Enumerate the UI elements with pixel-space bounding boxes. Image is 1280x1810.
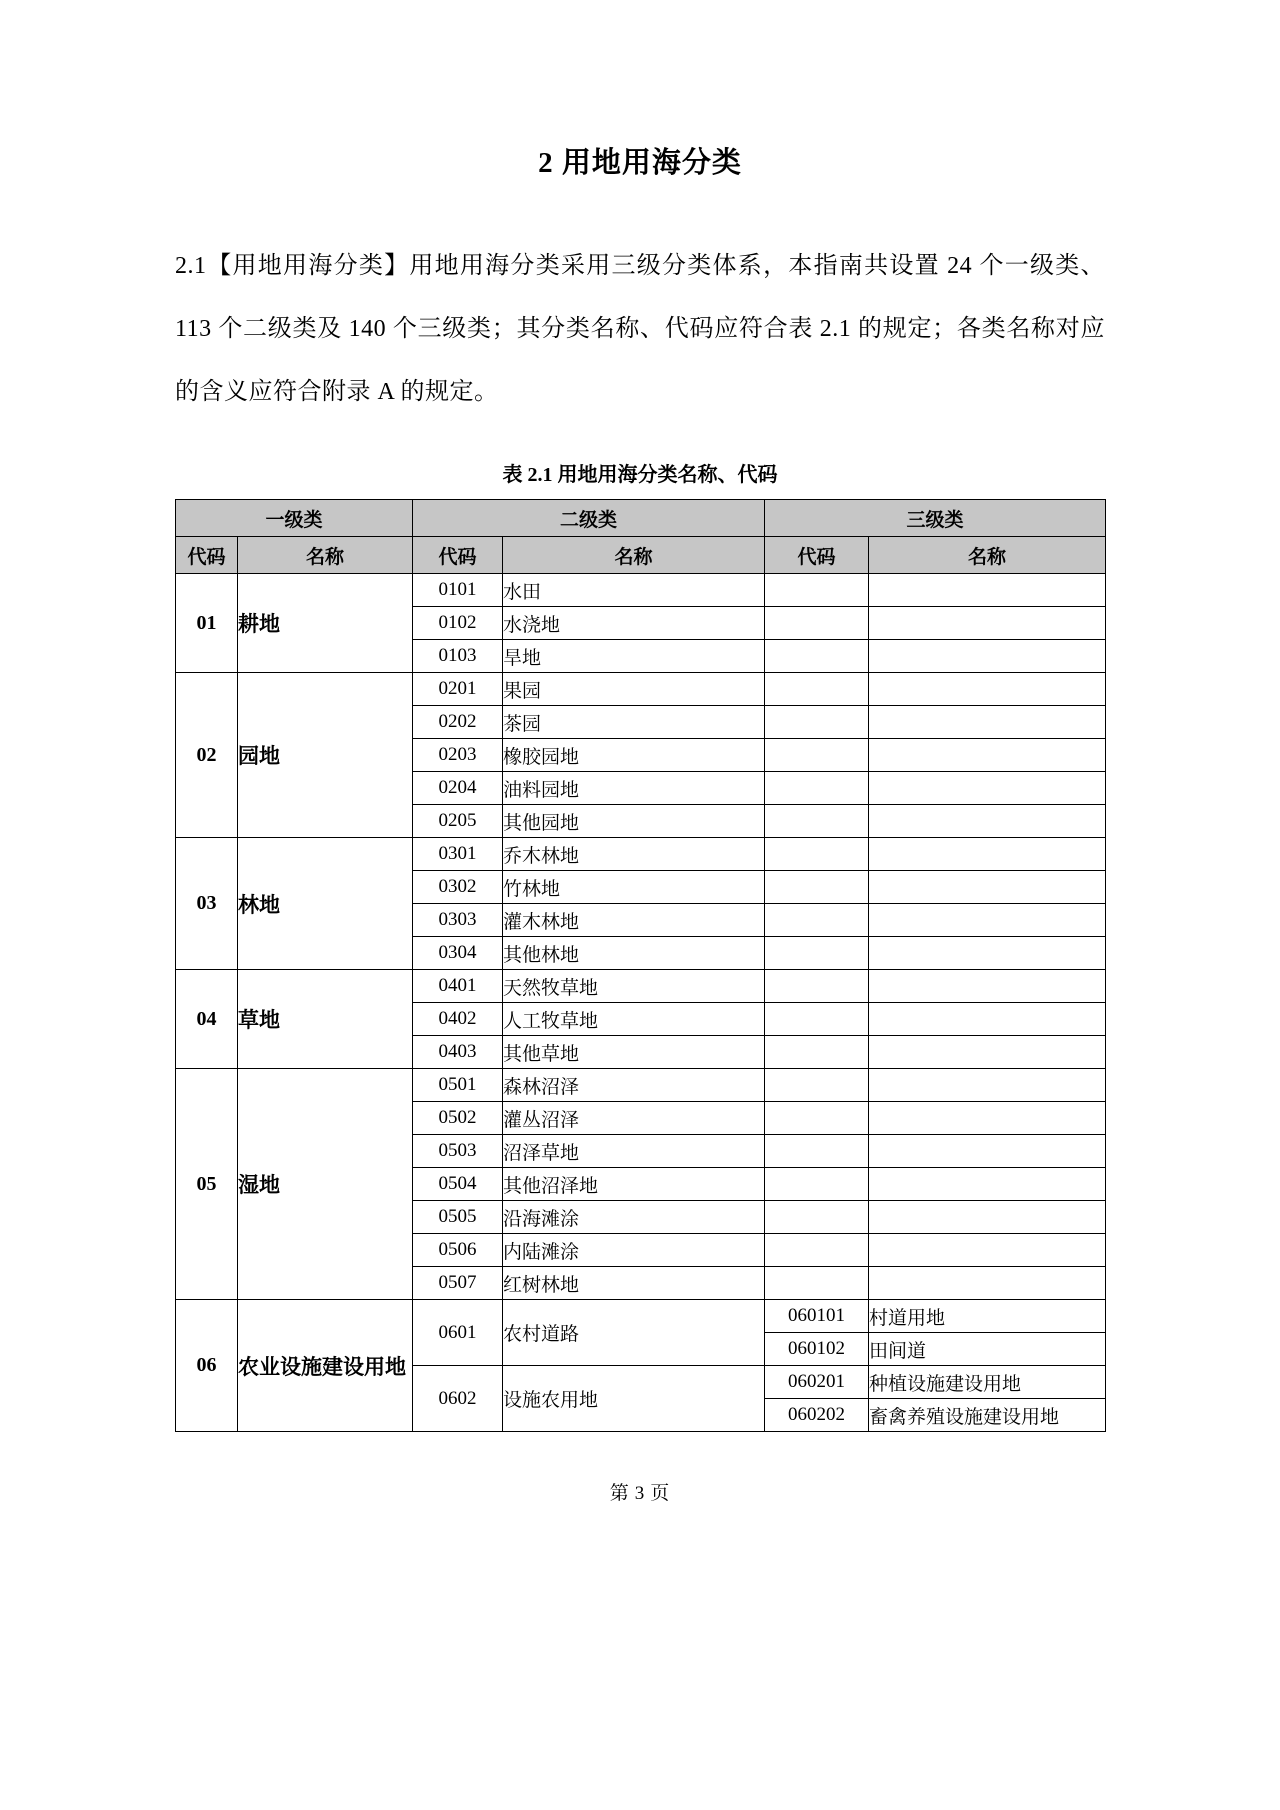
level3-name-cell [869, 871, 1106, 904]
level2-code-cell: 0507 [413, 1267, 503, 1300]
level2-name-cell: 农村道路 [503, 1300, 765, 1366]
level3-name-cell: 田间道 [869, 1333, 1106, 1366]
level2-name-cell: 其他林地 [503, 937, 765, 970]
level2-name-cell: 天然牧草地 [503, 970, 765, 1003]
level2-code-cell: 0506 [413, 1234, 503, 1267]
level3-name-cell [869, 1234, 1106, 1267]
page-footer [175, 1478, 1105, 1505]
level2-name-cell: 灌木林地 [503, 904, 765, 937]
level2-code-cell: 0304 [413, 937, 503, 970]
footer-prefix: 第 [609, 1483, 630, 1504]
page-title: 2 用地用海分类 [538, 147, 742, 179]
level1-code-cell: 01 [176, 574, 238, 673]
level3-code-cell [765, 904, 869, 937]
level3-name-cell [869, 1102, 1106, 1135]
level3-code-cell [765, 673, 869, 706]
level2-name-cell: 橡胶园地 [503, 739, 765, 772]
table-sub-header-row [176, 537, 1106, 574]
table-row [176, 1069, 1106, 1102]
level3-name-cell [869, 1267, 1106, 1300]
table-row [176, 1300, 1106, 1333]
level2-code-cell: 0504 [413, 1168, 503, 1201]
table-group-header-row [176, 500, 1106, 537]
level2-code-cell: 0502 [413, 1102, 503, 1135]
level3-code-cell [765, 838, 869, 871]
group-header-level2: 二级类 [413, 500, 765, 537]
level2-code-cell: 0301 [413, 838, 503, 871]
level3-name-cell [869, 607, 1106, 640]
level3-name-cell [869, 1135, 1106, 1168]
level2-code-cell: 0103 [413, 640, 503, 673]
level3-code-cell: 060102 [765, 1333, 869, 1366]
level3-name-cell [869, 1036, 1106, 1069]
level1-code-cell: 06 [176, 1300, 238, 1432]
level3-code-cell [765, 1201, 869, 1234]
land-use-classification-table [175, 499, 1106, 1432]
level2-code-cell: 0403 [413, 1036, 503, 1069]
table-row [176, 673, 1106, 706]
level2-code-cell: 0303 [413, 904, 503, 937]
level3-name-cell [869, 1201, 1106, 1234]
level3-name-cell [869, 574, 1106, 607]
level3-code-cell [765, 772, 869, 805]
level1-name-cell: 林地 [238, 838, 413, 970]
level1-name-cell: 农业设施建设用地 [238, 1300, 413, 1432]
level2-name-cell: 沼泽草地 [503, 1135, 765, 1168]
level2-code-cell: 0602 [413, 1366, 503, 1432]
level3-name-cell [869, 1069, 1106, 1102]
level2-code-cell: 0505 [413, 1201, 503, 1234]
level2-name-cell: 茶园 [503, 706, 765, 739]
level3-code-cell [765, 1267, 869, 1300]
level3-name-cell [869, 673, 1106, 706]
level2-code-cell: 0302 [413, 871, 503, 904]
level2-code-cell: 0205 [413, 805, 503, 838]
level2-code-cell: 0503 [413, 1135, 503, 1168]
level1-code-cell: 02 [176, 673, 238, 838]
level3-name-cell [869, 970, 1106, 1003]
level2-code-cell: 0202 [413, 706, 503, 739]
level2-name-cell: 内陆滩涂 [503, 1234, 765, 1267]
column-header-code-2: 代码 [413, 537, 503, 574]
level3-code-cell [765, 574, 869, 607]
level2-name-cell: 其他沼泽地 [503, 1168, 765, 1201]
level2-name-cell: 沿海滩涂 [503, 1201, 765, 1234]
group-header-level1: 一级类 [176, 500, 413, 537]
level3-code-cell [765, 970, 869, 1003]
level3-code-cell [765, 607, 869, 640]
level3-name-cell: 种植设施建设用地 [869, 1366, 1106, 1399]
level2-name-cell: 红树林地 [503, 1267, 765, 1300]
level1-code-cell: 03 [176, 838, 238, 970]
level3-name-cell [869, 805, 1106, 838]
level2-code-cell: 0203 [413, 739, 503, 772]
footer-page-number: 3 [634, 1483, 646, 1504]
level2-code-cell: 0401 [413, 970, 503, 1003]
group-header-level3: 三级类 [765, 500, 1106, 537]
level2-name-cell: 乔木林地 [503, 838, 765, 871]
column-header-name-3: 名称 [869, 537, 1106, 574]
level3-name-cell [869, 937, 1106, 970]
level2-name-cell: 竹林地 [503, 871, 765, 904]
level1-name-cell: 草地 [238, 970, 413, 1069]
level1-name-cell: 园地 [238, 673, 413, 838]
level3-code-cell [765, 1135, 869, 1168]
level2-code-cell: 0102 [413, 607, 503, 640]
column-header-name-1: 名称 [238, 537, 413, 574]
level3-code-cell [765, 1168, 869, 1201]
level2-name-cell: 其他园地 [503, 805, 765, 838]
level3-code-cell: 060101 [765, 1300, 869, 1333]
table-head [176, 500, 1106, 574]
table-row [176, 574, 1106, 607]
level3-name-cell [869, 838, 1106, 871]
level2-name-cell: 水浇地 [503, 607, 765, 640]
level2-code-cell: 0501 [413, 1069, 503, 1102]
column-header-code-1: 代码 [176, 537, 238, 574]
level3-name-cell [869, 640, 1106, 673]
table-caption: 表 2.1 用地用海分类名称、代码 [502, 464, 778, 486]
level3-name-cell [869, 706, 1106, 739]
footer-suffix: 页 [650, 1483, 671, 1504]
level3-name-cell [869, 904, 1106, 937]
level3-name-cell: 畜禽养殖设施建设用地 [869, 1399, 1106, 1432]
table-body [176, 574, 1106, 1432]
level1-name-cell: 湿地 [238, 1069, 413, 1300]
level2-name-cell: 其他草地 [503, 1036, 765, 1069]
level2-name-cell: 设施农用地 [503, 1366, 765, 1432]
level2-code-cell: 0601 [413, 1300, 503, 1366]
level3-code-cell [765, 871, 869, 904]
level3-code-cell [765, 1003, 869, 1036]
level3-code-cell [765, 640, 869, 673]
level1-code-cell: 04 [176, 970, 238, 1069]
level2-code-cell: 0204 [413, 772, 503, 805]
column-header-code-3: 代码 [765, 537, 869, 574]
level3-name-cell: 村道用地 [869, 1300, 1106, 1333]
table-row [176, 970, 1106, 1003]
level2-code-cell: 0402 [413, 1003, 503, 1036]
level2-name-cell: 水田 [503, 574, 765, 607]
level3-code-cell: 060201 [765, 1366, 869, 1399]
level3-code-cell [765, 1069, 869, 1102]
level3-name-cell [869, 1003, 1106, 1036]
level3-name-cell [869, 772, 1106, 805]
level3-code-cell [765, 1102, 869, 1135]
level1-name-cell: 耕地 [238, 574, 413, 673]
column-header-name-2: 名称 [503, 537, 765, 574]
intro-paragraph: 2.1【用地用海分类】用地用海分类采用三级分类体系，本指南共设置 24 个一级类、113 个二级类及 140 个三级类；其分类名称、代码应符合表 2.1 的规定；各类名称对应的含义应符合附录 A 的规定。 [175, 253, 1105, 405]
level3-code-cell [765, 1234, 869, 1267]
level3-code-cell: 060202 [765, 1399, 869, 1432]
level3-name-cell [869, 739, 1106, 772]
level2-name-cell: 果园 [503, 673, 765, 706]
level2-code-cell: 0201 [413, 673, 503, 706]
level2-name-cell: 灌丛沼泽 [503, 1102, 765, 1135]
level2-name-cell: 人工牧草地 [503, 1003, 765, 1036]
level3-code-cell [765, 805, 869, 838]
level1-code-cell: 05 [176, 1069, 238, 1300]
level2-name-cell: 森林沼泽 [503, 1069, 765, 1102]
level3-code-cell [765, 937, 869, 970]
level3-code-cell [765, 1036, 869, 1069]
level3-code-cell [765, 706, 869, 739]
level3-name-cell [869, 1168, 1106, 1201]
level2-name-cell: 旱地 [503, 640, 765, 673]
table-row [176, 838, 1106, 871]
level3-code-cell [765, 739, 869, 772]
level2-name-cell: 油料园地 [503, 772, 765, 805]
level2-code-cell: 0101 [413, 574, 503, 607]
